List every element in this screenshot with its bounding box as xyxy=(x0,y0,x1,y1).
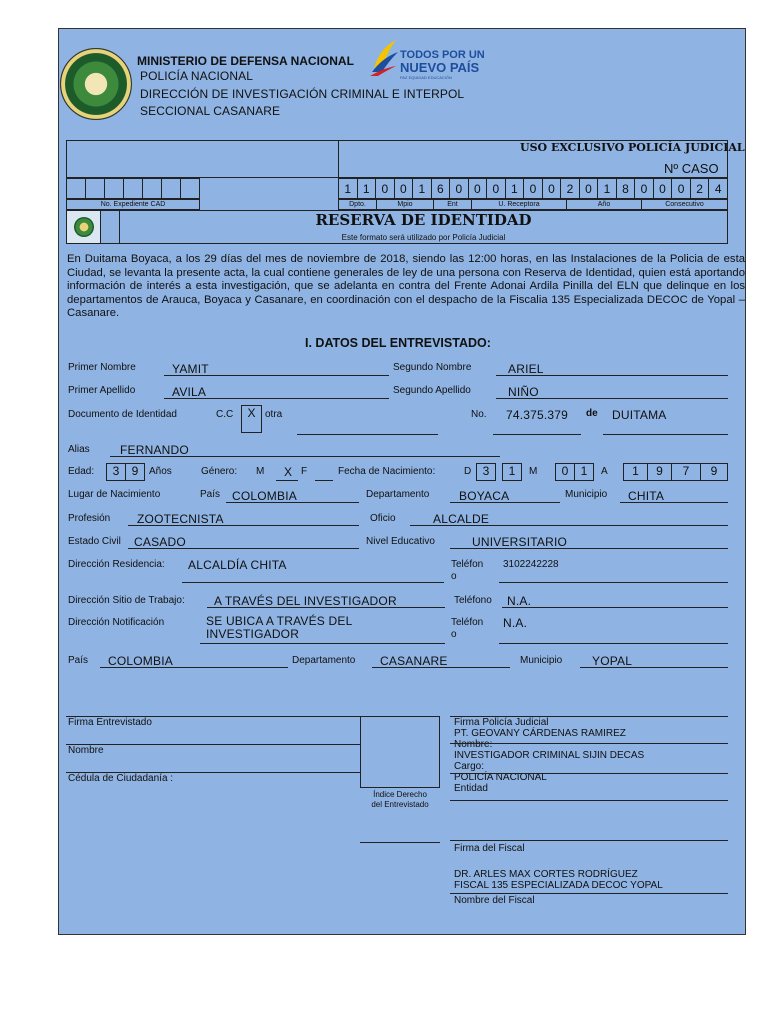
alias-line xyxy=(110,456,500,457)
birth-country-value: COLOMBIA xyxy=(232,489,297,503)
cc-checkbox[interactable]: X xyxy=(241,405,262,433)
phone-label: Teléfon o xyxy=(451,559,484,582)
case-digit-cell: 0 xyxy=(487,179,506,199)
second-surname-value: NIÑO xyxy=(508,385,539,399)
doc-number-value: 74.375.379 xyxy=(506,408,569,422)
work-phone-line xyxy=(502,607,728,608)
second-name-label: Segundo Nombre xyxy=(393,362,472,373)
ministry-title: MINISTERIO DE DEFENSA NACIONAL xyxy=(137,54,354,68)
first-name-label: Primer Nombre xyxy=(68,362,136,373)
case-digit-cell: 0 xyxy=(450,179,469,199)
gov-logo-sub: PAZ EQUIDAD EDUCACIÓN xyxy=(400,75,452,80)
civil-value: CASADO xyxy=(134,535,186,549)
seal-spacer xyxy=(100,210,120,244)
fiscal-name-label: Nombre del Fiscal xyxy=(454,895,535,906)
m-label: M xyxy=(256,466,265,477)
birthplace-label: Lugar de Nacimiento xyxy=(68,489,161,500)
pj-entity-value: POLICÍA NACIONAL xyxy=(454,772,547,783)
case-digit-cell: 0 xyxy=(672,179,691,199)
birth-year-3: 7 xyxy=(671,463,701,481)
fingerprint-box xyxy=(360,716,440,788)
form-subtitle: Este formato será utilizado por Policía Judicial xyxy=(341,233,506,242)
pj-name-value: PT. GEOVANY CÁRDENAS RAMIREZ xyxy=(454,728,626,739)
expediente-label: No. Expediente CAD xyxy=(66,199,200,210)
sectional-title: SECCIONAL CASANARE xyxy=(140,104,281,118)
notif-phone-label: Teléfon o xyxy=(451,617,484,640)
birth-d-label: D xyxy=(464,466,472,477)
expediente-box-top xyxy=(66,140,339,178)
f-line xyxy=(315,480,333,481)
case-digit-cell: 0 xyxy=(376,179,395,199)
res-dept-value: CASANARE xyxy=(380,654,448,668)
phone-value: 3102242228 xyxy=(503,559,559,570)
birth-label: Fecha de Nacimiento: xyxy=(338,466,436,477)
civil-label: Estado Civil xyxy=(68,536,121,547)
f-label: F xyxy=(301,466,308,477)
birth-dept-value: BOYACA xyxy=(459,489,510,503)
res-dept-line xyxy=(372,667,510,668)
address-value: ALCALDÍA CHITA xyxy=(188,558,287,572)
case-digit-cell: 2 xyxy=(561,179,580,199)
alias-value: FERNANDO xyxy=(120,443,189,457)
birth-month-1: 0 xyxy=(555,463,575,481)
case-digit-labels: Dpto. Mpio Ent U. Receptora Año Consecutivo xyxy=(338,199,728,210)
res-country-value: COLOMBIA xyxy=(108,654,173,668)
birth-year-4: 9 xyxy=(700,463,728,481)
phone-line xyxy=(499,582,728,583)
fiscal-name-line xyxy=(450,893,728,894)
other-label: otra xyxy=(265,409,283,420)
de-label: de xyxy=(586,408,598,419)
birth-dept-label: Departamento xyxy=(366,489,430,500)
address-line xyxy=(182,582,444,583)
birth-muni-value: CHITA xyxy=(628,489,665,503)
case-digit-cell: 1 xyxy=(598,179,617,199)
birth-day-1: 3 xyxy=(476,463,496,481)
pj-role-value: INVESTIGADOR CRIMINAL SIJIN DECAS xyxy=(454,750,645,761)
doc-city-value: DUITAMA xyxy=(612,408,667,422)
res-country-line xyxy=(100,667,288,668)
pj-role-line xyxy=(450,773,728,774)
intro-paragraph: En Duitama Boyaca, a los 29 días del mes de noviembre de 2018, siendo las 12:00 horas, en las Instalaciones de la Policia de esta Ciudad, se levanta la presente acta, la cual contiene generales de ley de una persona con Reserva de Identidad, quien está aportando información de interés a esta investigación, que se adelanta en contra del Frente Adonai Ardila Pinilla del ELN que delinque en los departamentos de Arauca, Boyaca y Casanare, en coordinación con el despacho de la Fiscalia 135 Especializada DECOC de Yopal – Casanare. xyxy=(67,253,745,319)
pj-block xyxy=(454,717,644,794)
fingerprint-label: Índice Derecho del Entrevistado xyxy=(371,790,429,809)
section-title: I. DATOS DEL ENTREVISTADO: xyxy=(305,336,491,350)
second-name-value: ARIEL xyxy=(508,362,544,376)
profession-line xyxy=(128,525,359,526)
case-digit-cell: 1 xyxy=(505,179,524,199)
first-name-value: YAMIT xyxy=(172,362,209,376)
edu-label: Nivel Educativo xyxy=(366,536,435,547)
case-digit-cell: 1 xyxy=(339,179,358,199)
edu-value: UNIVERSITARIO xyxy=(472,535,568,549)
notif-phone-line xyxy=(499,643,728,644)
trade-line xyxy=(410,525,728,526)
second-surname-label: Segundo Apellido xyxy=(393,385,471,396)
gender-label: Género: xyxy=(201,466,238,477)
direction-title: DIRECCIÓN DE INVESTIGACIÓN CRIMINAL E INTERPOL xyxy=(140,87,465,101)
res-country-label: País xyxy=(68,655,89,666)
age-digit-1: 3 xyxy=(106,463,126,481)
case-number-label: Nº CASO xyxy=(664,161,719,176)
small-seal-icon xyxy=(66,210,101,244)
birth-dept-line xyxy=(450,502,560,503)
profession-value: ZOOTECNISTA xyxy=(137,512,224,526)
case-digit-cell: 0 xyxy=(524,179,543,199)
edu-line xyxy=(450,548,728,549)
case-digit-cell: 1 xyxy=(357,179,376,199)
work-phone-label: Teléfono xyxy=(454,595,492,606)
case-digit-cell: 6 xyxy=(431,179,450,199)
age-digit-2: 9 xyxy=(125,463,145,481)
fiscal-name-value: DR. ARLES MAX CORTES RODRÍGUEZ xyxy=(454,869,638,880)
interviewee-name-line xyxy=(66,744,360,745)
pj-sig-label: Firma Policía Judicial xyxy=(454,717,549,728)
trade-value: ALCALDE xyxy=(433,512,490,526)
birth-a-label: A xyxy=(601,466,608,477)
pj-role-label: Cargo: xyxy=(454,761,485,772)
years-label: Años xyxy=(149,466,172,477)
first-surname-label: Primer Apellido xyxy=(68,385,136,396)
work-label: Dirección Sitio de Trabajo: xyxy=(68,595,185,606)
fiscal-sig-label: Firma del Fiscal xyxy=(454,843,525,854)
expediente-cells xyxy=(66,178,200,199)
expediente-spacer xyxy=(200,178,339,199)
case-digit-cells xyxy=(338,178,728,199)
pj-entity-line xyxy=(450,800,728,801)
doc-city-line xyxy=(603,434,728,435)
no-label: No. xyxy=(471,409,487,420)
res-dept-label: Departamento xyxy=(292,655,356,666)
pj-entity-label: Entidad xyxy=(454,783,488,794)
notif-label: Dirección Notificación xyxy=(68,617,165,628)
birth-month-2: 1 xyxy=(574,463,594,481)
birth-muni-line xyxy=(620,502,728,503)
work-value: A TRAVÉS DEL INVESTIGADOR xyxy=(214,594,397,608)
interviewee-id-label: Cédula de Ciudadanía : xyxy=(68,773,174,784)
gender-mark: X xyxy=(284,465,293,479)
fingerprint-bottom-line xyxy=(360,842,440,843)
civil-line xyxy=(128,548,359,549)
notif-line xyxy=(200,643,445,644)
birth-day-2: 1 xyxy=(502,463,522,481)
profession-label: Profesión xyxy=(68,513,111,524)
res-muni-line xyxy=(580,667,728,668)
pj-name-line xyxy=(450,743,728,744)
address-label: Dirección Residencia: xyxy=(68,559,165,570)
notif-value: SE UBICA A TRAVÉS DEL INVESTIGADOR xyxy=(206,614,353,641)
case-digit-cell: 0 xyxy=(468,179,487,199)
police-seal-icon xyxy=(60,48,132,120)
trade-label: Oficio xyxy=(370,513,396,524)
age-label: Edad: xyxy=(68,466,95,477)
case-digit-cell: 1 xyxy=(413,179,432,199)
exclusive-label: USO EXCLUSIVO POLICÍA JUDICIAL xyxy=(520,141,745,154)
res-muni-label: Municipio xyxy=(520,655,563,666)
notif-phone-value: N.A. xyxy=(503,616,528,630)
alias-label: Alias xyxy=(68,444,90,455)
fiscal-sig-line xyxy=(450,840,728,841)
police-title: POLICÍA NACIONAL xyxy=(140,69,253,83)
case-digit-cell: 0 xyxy=(635,179,654,199)
birth-m-label: M xyxy=(529,466,538,477)
m-line xyxy=(276,480,298,481)
case-digit-cell: 4 xyxy=(709,179,728,199)
pj-name-label: Nombre: xyxy=(454,739,493,750)
birth-muni-label: Municipio xyxy=(565,489,608,500)
birth-country-line xyxy=(226,502,359,503)
case-digit-cell: 0 xyxy=(394,179,413,199)
case-digit-cell: 8 xyxy=(616,179,635,199)
birth-country-label: País xyxy=(200,489,221,500)
case-digit-cell: 2 xyxy=(690,179,709,199)
first-surname-value: AVILA xyxy=(172,385,207,399)
cc-label: C.C xyxy=(216,409,234,420)
birth-year-2: 9 xyxy=(647,463,672,481)
interviewee-name-label: Nombre xyxy=(68,745,104,756)
case-digit-cell: 0 xyxy=(542,179,561,199)
res-muni-value: YOPAL xyxy=(592,654,633,668)
doc-number-line xyxy=(493,434,581,435)
gov-logo-text: TODOS POR UN NUEVO PAÍS xyxy=(400,49,485,75)
form-title: RESERVA DE IDENTIDAD xyxy=(315,211,532,229)
interviewee-sig-label: Firma Entrevistado xyxy=(68,717,152,728)
other-line xyxy=(297,434,438,435)
case-digit-cell: 0 xyxy=(579,179,598,199)
work-phone-value: N.A. xyxy=(507,594,532,608)
case-digit-cell: 0 xyxy=(653,179,672,199)
flag-swoosh-icon xyxy=(370,38,400,76)
fiscal-block xyxy=(454,869,663,891)
work-line xyxy=(207,607,445,608)
birth-year-1: 1 xyxy=(623,463,648,481)
doc-label: Documento de Identidad xyxy=(68,409,177,420)
fiscal-role-value: FISCAL 135 ESPECIALIZADA DECOC YOPAL xyxy=(454,880,663,891)
